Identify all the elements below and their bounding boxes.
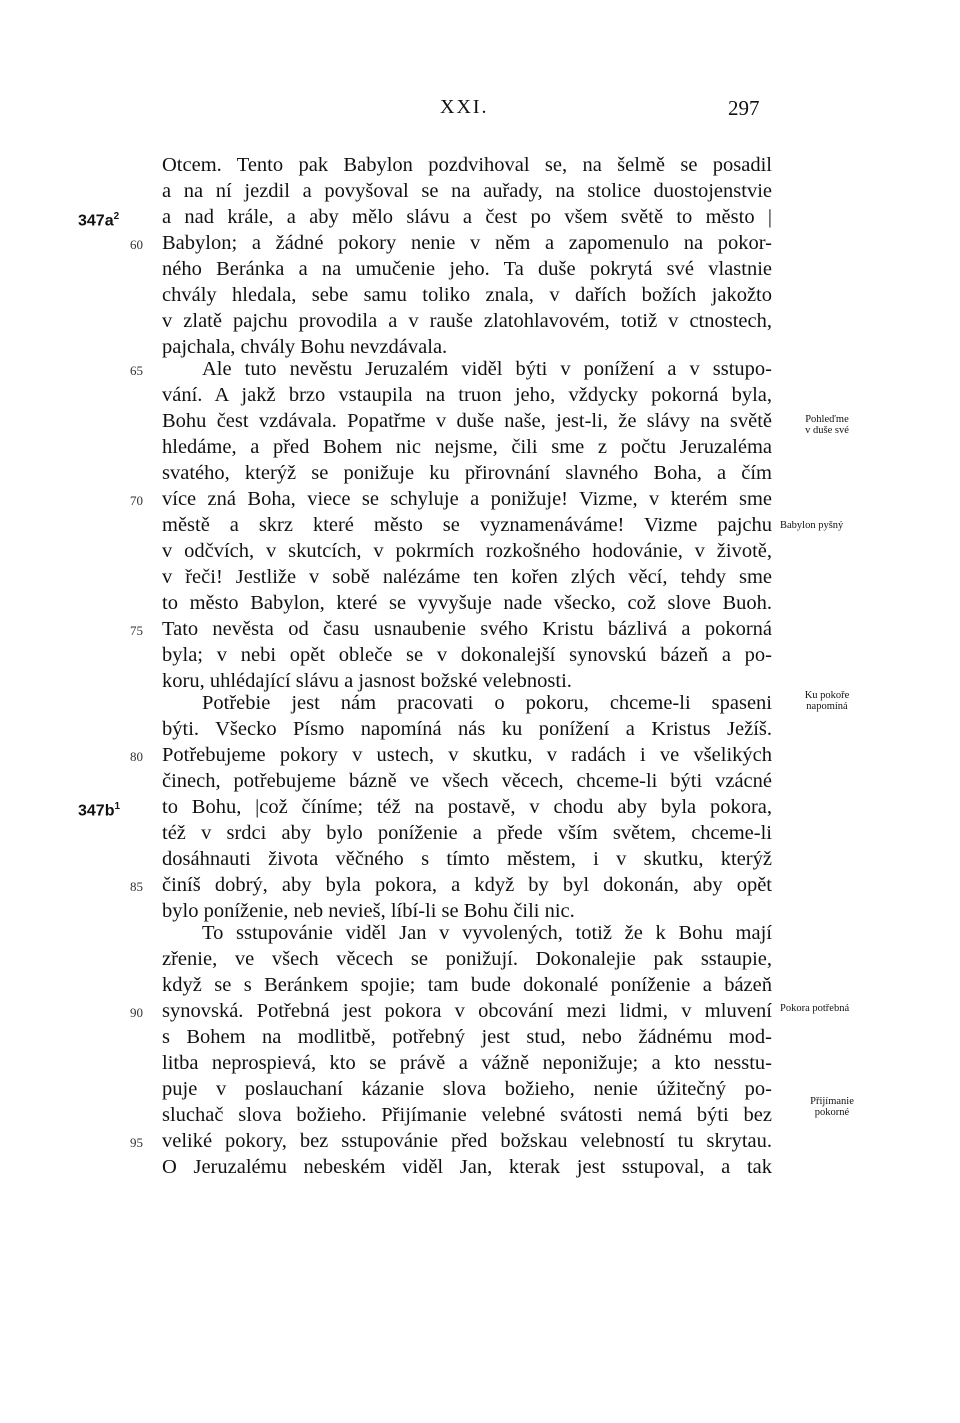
folio-ref-base: 347a [78,212,114,230]
margin-note-line: napomíná [806,701,848,712]
text-line: zřenie, ve všech věcech se ponižují. Dokonalejie pak sstaupie, [162,948,772,970]
text-line: hledáme, a před Bohem nic nejsme, čili sme z počtu Jeruzaléma [162,436,772,458]
text-line: Babylon; a žádné pokory nenie v něm a zapomenulo na pokor- [162,232,772,254]
text-line: a nad krále, a aby mělo slávu a čest po všem světě to město | [162,206,772,228]
margin-note-line: pokorné [814,1107,850,1118]
line-number: 60 [130,237,143,252]
text-line: činech, potřebujeme bázně ve všech věcech, chceme-li býti vzácné [162,770,772,792]
folio-ref-sup: 1 [114,801,121,812]
text-line: To sstupovánie viděl Jan v vyvolených, totiž že k Bohu mají [202,922,772,944]
text-line: to město Babylon, které se vyvyšuje nade všecko, což slove Buoh. [162,592,772,614]
text-line: činíš dobrý, aby byla pokora, a když by byl dokonán, aby opět [162,874,772,896]
text-line: dosáhnauti života věčného s tímto městem, i v skutku, kterýž [162,848,772,870]
margin-note-line: Pokora potřebná [780,1003,850,1014]
line-number: 65 [130,363,143,378]
text-line: městě a skrz které město se vyznamenáváme! Vizme pajchu [162,514,772,536]
text-line: Potřebujeme pokory v ustech, v skutku, v radách i ve všelikých [162,744,772,766]
text-line: když se s Beránkem spojie; tam bude dokonalé poníženie a bázeň [162,974,772,996]
text-line: bylo poníženie, neb nevieš, líbí-li se Bohu čili nic. [162,900,575,922]
folio-ref-base: 347b [78,802,115,820]
text-line: to Bohu, |což číníme; též na postavě, v chodu aby byla pokora, [162,796,772,818]
text-line: v řeči! Jestliže v sobě nalézáme ten kořen zlých věcí, tehdy sme [162,566,772,588]
text-line: Bohu čest vzdávala. Popatřme v duše naše, jest-li, že slávy na světě [162,410,772,432]
margin-note-line: v duše své [805,425,849,436]
margin-note-line: Pohleďme [805,414,849,425]
margin-note [782,690,872,712]
line-number: 85 [130,879,143,894]
page-header [0,96,960,126]
margin-note [780,1003,900,1014]
folio-ref [78,204,148,230]
text-line: svatého, kterýž se ponižuje ku přirovnání slavného Boha, a čím [162,462,772,484]
text-line: byla; v nebi opět obleče se v dokonalejší synovskú bázeň a po- [162,644,772,666]
line-number: 90 [130,1005,143,1020]
chapter-number: XXI. [440,96,489,118]
text-line: synovská. Potřebná jest pokora v obcování mezi lidmi, v mluvení [162,1000,772,1022]
text-line: Otcem. Tento pak Babylon pozdvihoval se, na šelmě se posadil [162,154,772,176]
margin-note [782,414,872,436]
folio-ref-sup: 2 [113,211,120,222]
text-line: Potřebie jest nám pracovati o pokoru, chceme-li spaseni [202,692,772,714]
margin-note-line: Babylon pyšný [780,520,844,531]
folio-ref [78,794,148,820]
text-line: puje v poslauchaní kázanie slova božieho, nenie úžitečný po- [162,1078,772,1100]
text-line: O Jeruzalému nebeském viděl Jan, kterak jest sstupoval, a tak [162,1156,772,1178]
text-line: a na ní jezdil a povyšoval se na auřady, na stolice duostojenstvie [162,180,772,202]
margin-note [780,520,890,531]
line-number: 95 [130,1135,143,1150]
text-line: litba neprospievá, kto se právě a vážně neponižuje; a kto nesstu- [162,1052,772,1074]
margin-note-line: Přijímanie [810,1096,854,1107]
text-line: býti. Všecko Písmo napomíná nás ku ponížení a Kristus Ježíš. [162,718,772,740]
text-line: ného Beránka a na umučenie jeho. Ta duše pokrytá své vlastnie [162,258,772,280]
text-line: pajchala, chvály Bohu nevzdávala. [162,336,448,358]
text-line: sluchač slova božieho. Přijímanie velebné svátosti nemá býti bez [162,1104,772,1126]
text-line: v zlatě pajchu provodila a v rauše zlatohlavovém, totiž v ctnostech, [162,310,772,332]
text-line: více zná Boha, viece se schyluje a ponižuje! Vizme, v kterém sme [162,488,772,510]
page-number: 297 [728,96,760,120]
text-line: koru, uhlédající slávu a jasnost božské velebnosti. [162,670,572,692]
line-number: 80 [130,749,143,764]
margin-note [782,1096,882,1118]
line-number: 70 [130,493,143,508]
line-number: 75 [130,623,143,638]
margin-note-line: Ku pokoře [804,690,850,701]
text-line: veliké pokory, bez sstupovánie před božskau velebností tu skrytau. [162,1130,772,1152]
text-line: v odčvích, v skutcích, v pokrmích rozkošného hodovánie, v životě, [162,540,772,562]
text-line: Ale tuto nevěstu Jeruzalém viděl býti v ponížení a v sstupo- [202,358,772,380]
text-line: též v srdci aby bylo poníženie a přede vším světem, chceme-li [162,822,772,844]
text-line: Tato nevěsta od času usnaubenie svého Kristu bázlivá a pokorná [162,618,772,640]
text-line: chvály hledala, sebe samu toliko znala, v dařích božích jakožto [162,284,772,306]
text-line: s Bohem na modlitbě, potřebný jest stud, nebo žádnému mod- [162,1026,772,1048]
text-line: vání. A jakž brzo vstaupila na truon jeho, vždycky pokorná byla, [162,384,772,406]
